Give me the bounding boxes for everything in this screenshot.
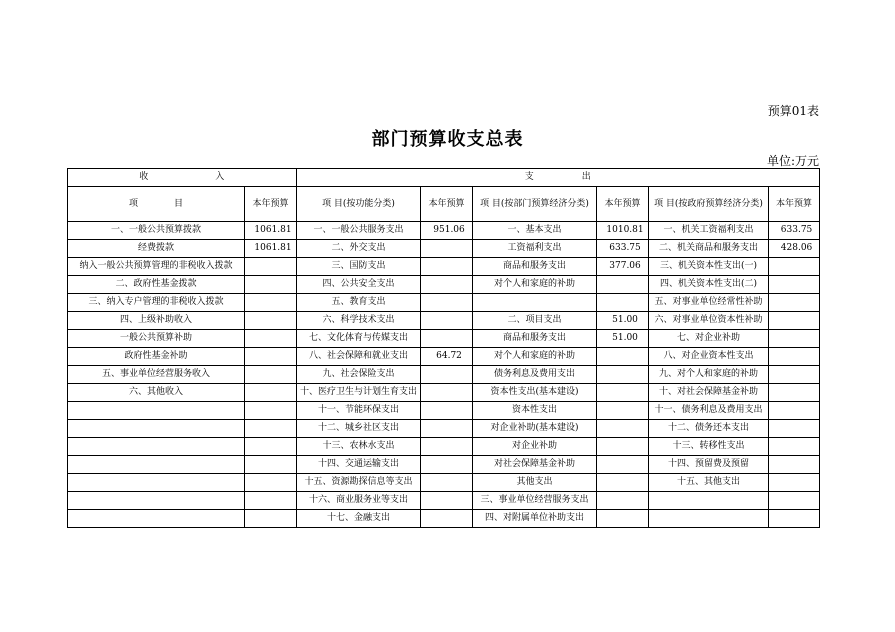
cell-gov-econ-item: 十三、转移性支出 (649, 438, 769, 456)
col-header-dept-econ-budget: 本年预算 (597, 187, 649, 222)
col-header-functional-item: 项 目(按功能分类) (297, 187, 421, 222)
table-body (68, 222, 820, 528)
cell-gov-econ-item: 十一、债务利息及费用支出 (649, 402, 769, 420)
cell-income-budget (245, 420, 297, 438)
table-row (68, 258, 820, 276)
cell-dept-econ-budget (597, 438, 649, 456)
cell-gov-econ-budget (769, 294, 820, 312)
cell-income-budget (245, 384, 297, 402)
col-header-income-budget: 本年预算 (245, 187, 297, 222)
cell-dept-econ-item: 工资福利支出 (473, 240, 597, 258)
cell-functional-budget (421, 402, 473, 420)
unit-label: 单位:万元 (766, 154, 819, 168)
cell-dept-econ-item: 对企业补助 (473, 438, 597, 456)
cell-functional-item: 十六、商业服务业等支出 (297, 492, 421, 510)
cell-income-item (68, 492, 245, 510)
col-header-functional-budget: 本年预算 (421, 187, 473, 222)
cell-income-budget (245, 312, 297, 330)
cell-gov-econ-budget (769, 510, 820, 528)
cell-dept-econ-budget (597, 366, 649, 384)
cell-income-budget (245, 348, 297, 366)
cell-functional-budget (421, 384, 473, 402)
cell-dept-econ-budget: 633.75 (597, 240, 649, 258)
col-header-gov-econ-item: 项 目(按政府预算经济分类) (649, 187, 769, 222)
cell-functional-budget (421, 492, 473, 510)
cell-dept-econ-item: 债务利息及费用支出 (473, 366, 597, 384)
cell-income-item (68, 402, 245, 420)
cell-functional-item: 三、国防支出 (297, 258, 421, 276)
cell-income-budget (245, 438, 297, 456)
cell-functional-item: 四、公共安全支出 (297, 276, 421, 294)
header-row-columns (68, 187, 820, 222)
cell-functional-budget: 951.06 (421, 222, 473, 240)
cell-dept-econ-budget (597, 294, 649, 312)
expense-group-header: 支 出 (297, 169, 820, 187)
cell-gov-econ-item: 三、机关资本性支出(一) (649, 258, 769, 276)
cell-gov-econ-item: 十、对社会保障基金补助 (649, 384, 769, 402)
cell-gov-econ-item: 五、对事业单位经常性补助 (649, 294, 769, 312)
cell-functional-item: 五、教育支出 (297, 294, 421, 312)
cell-dept-econ-budget (597, 492, 649, 510)
table-row (68, 438, 820, 456)
cell-income-budget (245, 402, 297, 420)
page-title: 部门预算收支总表 (371, 129, 524, 150)
cell-dept-econ-budget: 377.06 (597, 258, 649, 276)
cell-dept-econ-budget: 51.00 (597, 330, 649, 348)
cell-income-budget (245, 474, 297, 492)
cell-dept-econ-budget (597, 420, 649, 438)
cell-functional-budget (421, 312, 473, 330)
cell-income-budget (245, 510, 297, 528)
cell-dept-econ-item: 对个人和家庭的补助 (473, 348, 597, 366)
cell-income-item: 一般公共预算补助 (68, 330, 245, 348)
cell-functional-budget (421, 330, 473, 348)
cell-gov-econ-budget (769, 474, 820, 492)
cell-dept-econ-budget: 51.00 (597, 312, 649, 330)
budget-table (67, 168, 820, 528)
cell-gov-econ-item: 二、机关商品和服务支出 (649, 240, 769, 258)
cell-functional-budget (421, 276, 473, 294)
cell-income-item (68, 456, 245, 474)
cell-functional-item: 十五、资源勘探信息等支出 (297, 474, 421, 492)
income-group-header: 收 入 (68, 169, 297, 187)
cell-functional-budget (421, 240, 473, 258)
cell-gov-econ-item (649, 492, 769, 510)
table-row (68, 402, 820, 420)
cell-functional-budget (421, 510, 473, 528)
col-header-income-item: 项 目 (68, 187, 245, 222)
cell-functional-budget (421, 456, 473, 474)
cell-income-item: 五、事业单位经营服务收入 (68, 366, 245, 384)
cell-functional-item: 十三、农林水支出 (297, 438, 421, 456)
cell-income-budget (245, 366, 297, 384)
cell-dept-econ-budget (597, 510, 649, 528)
cell-income-item: 一、一般公共预算拨款 (68, 222, 245, 240)
cell-gov-econ-item: 八、对企业资本性支出 (649, 348, 769, 366)
cell-functional-item: 十七、金融支出 (297, 510, 421, 528)
cell-functional-item: 十一、节能环保支出 (297, 402, 421, 420)
cell-functional-item: 十二、城乡社区支出 (297, 420, 421, 438)
cell-gov-econ-item: 十四、预留费及预留 (649, 456, 769, 474)
table-row (68, 240, 820, 258)
table-row (68, 420, 820, 438)
cell-dept-econ-budget (597, 384, 649, 402)
cell-gov-econ-budget (769, 312, 820, 330)
cell-functional-budget (421, 438, 473, 456)
cell-dept-econ-item: 对个人和家庭的补助 (473, 276, 597, 294)
cell-functional-item: 九、社会保险支出 (297, 366, 421, 384)
cell-functional-budget: 64.72 (421, 348, 473, 366)
cell-gov-econ-item: 一、机关工资福利支出 (649, 222, 769, 240)
table-row (68, 366, 820, 384)
cell-income-budget (245, 492, 297, 510)
cell-dept-econ-budget (597, 348, 649, 366)
table-row (68, 312, 820, 330)
cell-functional-budget (421, 420, 473, 438)
table-code: 预算01表 (767, 104, 819, 118)
cell-income-item (68, 474, 245, 492)
cell-gov-econ-item: 十五、其他支出 (649, 474, 769, 492)
cell-dept-econ-budget: 1010.81 (597, 222, 649, 240)
cell-dept-econ-item: 资本性支出 (473, 402, 597, 420)
cell-dept-econ-item: 对社会保障基金补助 (473, 456, 597, 474)
cell-gov-econ-budget (769, 258, 820, 276)
cell-functional-item: 十、医疗卫生与计划生育支出 (297, 384, 421, 402)
cell-gov-econ-budget (769, 420, 820, 438)
cell-gov-econ-budget (769, 438, 820, 456)
cell-dept-econ-item: 资本性支出(基本建设) (473, 384, 597, 402)
cell-functional-item: 八、社会保障和就业支出 (297, 348, 421, 366)
cell-income-item: 经费拨款 (68, 240, 245, 258)
cell-dept-econ-item: 一、基本支出 (473, 222, 597, 240)
cell-gov-econ-item (649, 510, 769, 528)
cell-gov-econ-budget (769, 384, 820, 402)
cell-gov-econ-budget (769, 348, 820, 366)
cell-functional-budget (421, 294, 473, 312)
cell-functional-item: 一、一般公共服务支出 (297, 222, 421, 240)
cell-gov-econ-budget: 633.75 (769, 222, 820, 240)
cell-dept-econ-item: 对企业补助(基本建设) (473, 420, 597, 438)
cell-income-item: 政府性基金补助 (68, 348, 245, 366)
table-row (68, 456, 820, 474)
cell-gov-econ-item: 九、对个人和家庭的补助 (649, 366, 769, 384)
cell-dept-econ-item: 三、事业单位经营服务支出 (473, 492, 597, 510)
table-row (68, 348, 820, 366)
cell-gov-econ-budget (769, 402, 820, 420)
cell-dept-econ-item: 二、项目支出 (473, 312, 597, 330)
table-row (68, 330, 820, 348)
cell-income-budget (245, 276, 297, 294)
cell-dept-econ-item (473, 294, 597, 312)
cell-dept-econ-item: 其他支出 (473, 474, 597, 492)
cell-income-item (68, 438, 245, 456)
cell-functional-item: 二、外交支出 (297, 240, 421, 258)
table-row (68, 474, 820, 492)
col-header-dept-econ-item: 项 目(按部门预算经济分类) (473, 187, 597, 222)
cell-dept-econ-budget (597, 402, 649, 420)
cell-gov-econ-item: 七、对企业补助 (649, 330, 769, 348)
cell-gov-econ-budget: 428.06 (769, 240, 820, 258)
cell-gov-econ-budget (769, 366, 820, 384)
table-row (68, 384, 820, 402)
cell-income-budget: 1061.81 (245, 222, 297, 240)
cell-functional-item: 六、科学技术支出 (297, 312, 421, 330)
cell-dept-econ-budget (597, 456, 649, 474)
cell-gov-econ-budget (769, 492, 820, 510)
cell-income-budget (245, 330, 297, 348)
table-row (68, 492, 820, 510)
cell-functional-item: 七、文化体育与传媒支出 (297, 330, 421, 348)
cell-functional-budget (421, 366, 473, 384)
table-row (68, 222, 820, 240)
cell-income-budget: 1061.81 (245, 240, 297, 258)
cell-functional-budget (421, 474, 473, 492)
cell-gov-econ-budget (769, 276, 820, 294)
cell-dept-econ-item: 四、对附属单位补助支出 (473, 510, 597, 528)
cell-dept-econ-item: 商品和服务支出 (473, 258, 597, 276)
col-header-gov-econ-budget: 本年预算 (769, 187, 820, 222)
table-row (68, 510, 820, 528)
cell-income-budget (245, 258, 297, 276)
cell-dept-econ-budget (597, 474, 649, 492)
table-row (68, 276, 820, 294)
cell-gov-econ-budget (769, 330, 820, 348)
cell-dept-econ-item: 商品和服务支出 (473, 330, 597, 348)
cell-income-item: 二、政府性基金拨款 (68, 276, 245, 294)
cell-income-budget (245, 456, 297, 474)
cell-income-item: 四、上级补助收入 (68, 312, 245, 330)
cell-gov-econ-item: 六、对事业单位资本性补助 (649, 312, 769, 330)
table-row (68, 294, 820, 312)
cell-functional-item: 十四、交通运输支出 (297, 456, 421, 474)
cell-dept-econ-budget (597, 276, 649, 294)
cell-income-item (68, 420, 245, 438)
cell-income-item (68, 510, 245, 528)
cell-income-item: 三、纳入专户管理的非税收入拨款 (68, 294, 245, 312)
cell-income-item: 六、其他收入 (68, 384, 245, 402)
cell-gov-econ-item: 四、机关资本性支出(二) (649, 276, 769, 294)
cell-income-budget (245, 294, 297, 312)
cell-gov-econ-item: 十二、债务还本支出 (649, 420, 769, 438)
cell-functional-budget (421, 258, 473, 276)
cell-gov-econ-budget (769, 456, 820, 474)
header-row-groups (68, 169, 820, 187)
cell-income-item: 纳入一般公共预算管理的非税收入拨款 (68, 258, 245, 276)
